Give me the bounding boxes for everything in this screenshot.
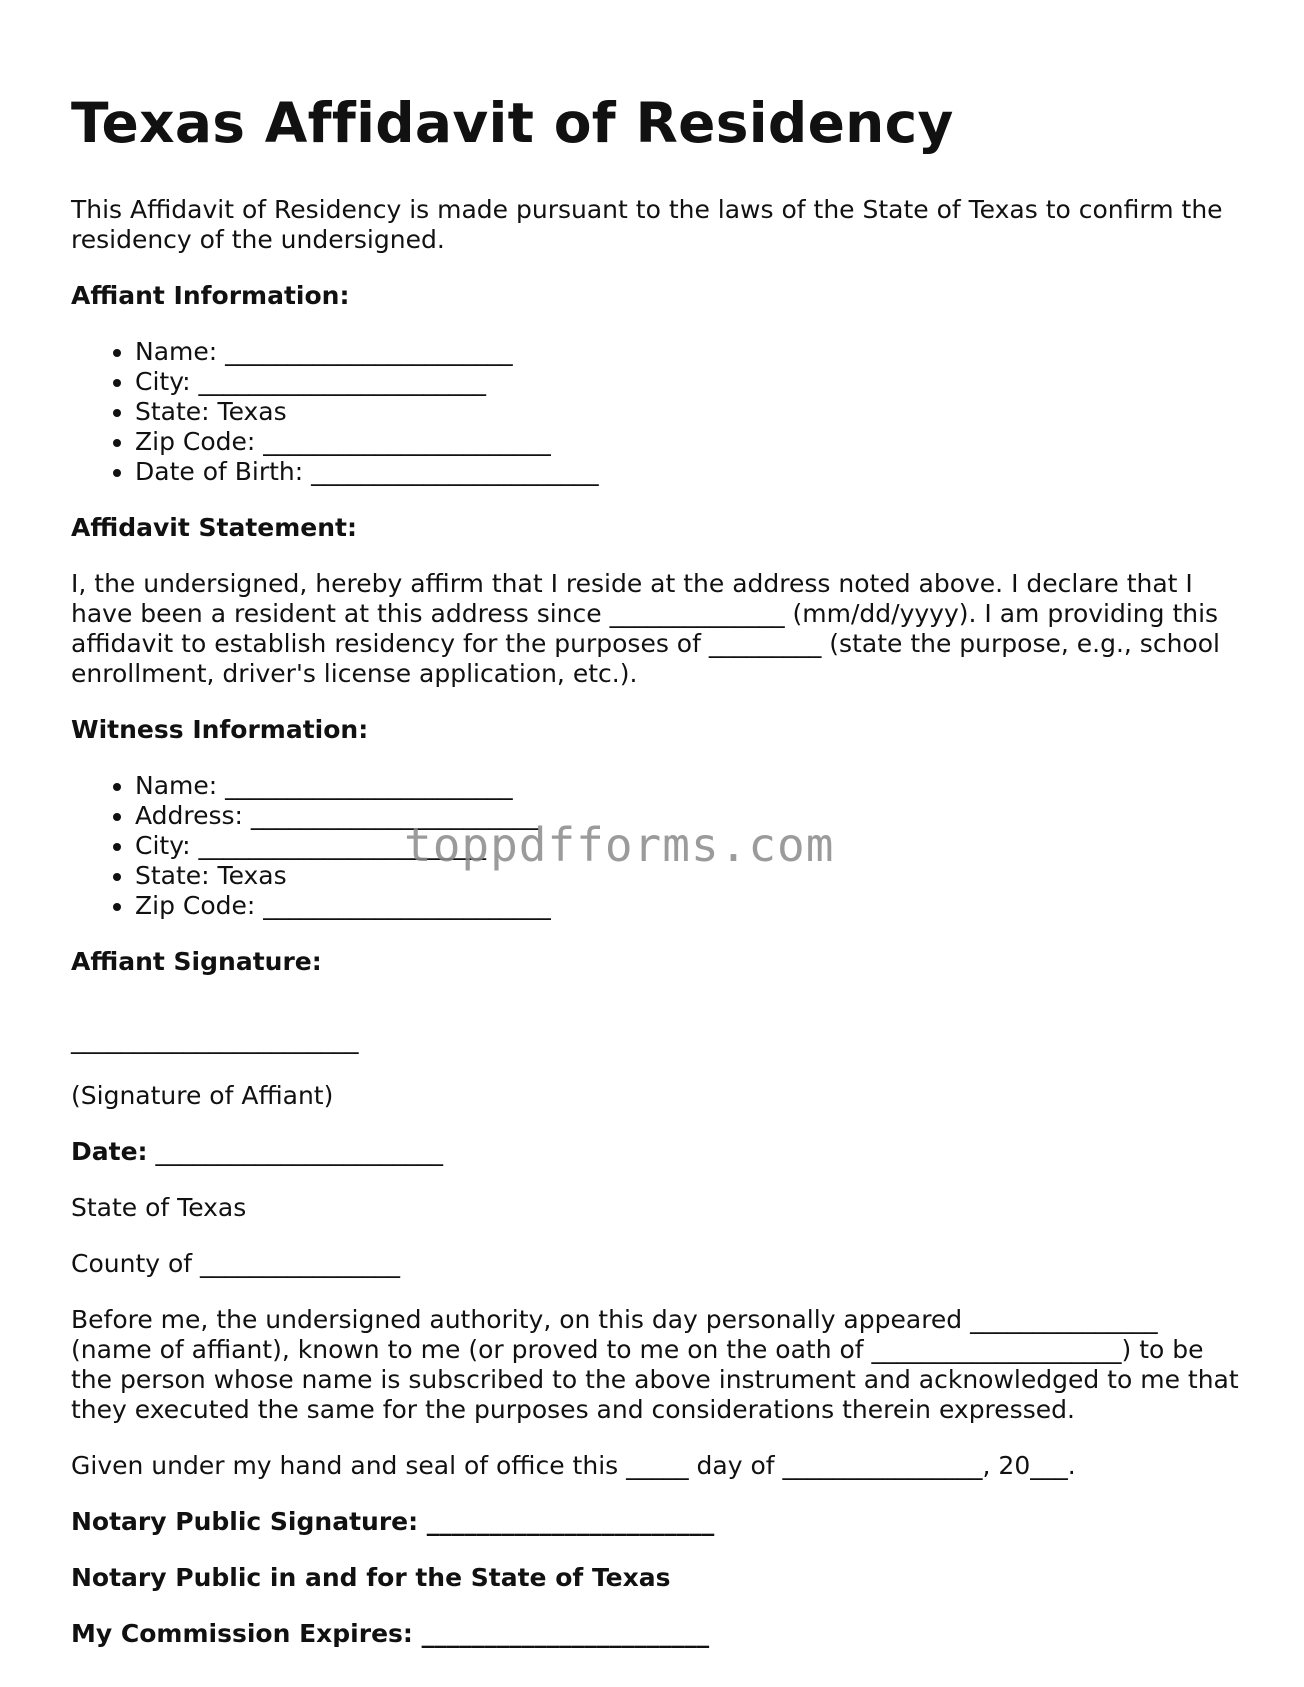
notary-paragraph: Before me, the undersigned authority, on this day personally appeared _______________ (name of affiant), known to me (or proved to me on the oath of ____________________) to be the person whose name is subscribed to the above instrument and acknowledged to me that they executed the same for the purposes and considerations therein expressed. <box>71 1305 1239 1424</box>
date-blank: _______________________ <box>147 1137 443 1166</box>
notary-signature-line: Notary Public Signature: _______________________ <box>71 1507 715 1536</box>
affiant-info-list <box>71 337 1241 487</box>
affiant-signature-heading: Affiant Signature: <box>71 947 322 976</box>
watermark-text: toppdfforms.com <box>404 818 835 872</box>
state-line: State of Texas <box>71 1193 247 1222</box>
intro-paragraph: This Affidavit of Residency is made pursuant to the laws of the State of Texas to confirm the residency of the undersigned. <box>71 195 1223 254</box>
list-item: • Zip Code: _______________________ <box>135 891 1241 921</box>
affiant-info-heading: Affiant Information: <box>71 281 350 310</box>
list-item: • Zip Code: _______________________ <box>135 427 1241 457</box>
list-item: • State: Texas <box>135 861 1241 891</box>
list-item: • Name: _______________________ <box>135 771 1241 801</box>
list-item: • City: _______________________ <box>135 367 1241 397</box>
given-line: Given under my hand and seal of office this _____ day of ________________, 20___. <box>71 1451 1076 1480</box>
affiant-signature-caption: (Signature of Affiant) <box>71 1081 334 1110</box>
statement-heading: Affidavit Statement: <box>71 513 357 542</box>
date-line <box>71 1137 1241 1167</box>
date-label: Date: <box>71 1137 148 1166</box>
document-title: Texas Affidavit of Residency <box>71 91 954 155</box>
statement-paragraph: I, the undersigned, hereby affirm that I reside at the address noted above. I declare that I have been a resident at this address since ______________ (mm/dd/yyyy). I am providing this affidavit to establish residency for the purposes of _________ (state the purpose, e.g., school enrollment, driver's license application, etc.). <box>71 569 1220 688</box>
list-item: • City: _______________________ <box>135 831 1241 861</box>
list-item: • Name: _______________________ <box>135 337 1241 367</box>
commission-line: My Commission Expires: _______________________ <box>71 1619 710 1648</box>
list-item: • Address: _______________________ <box>135 801 1241 831</box>
affiant-signature-line: _______________________ <box>71 1025 359 1054</box>
list-item: • State: Texas <box>135 397 1241 427</box>
witness-info-heading: Witness Information: <box>71 715 369 744</box>
document-page <box>71 88 1241 1675</box>
county-line: County of ________________ <box>71 1249 401 1278</box>
notary-state-line: Notary Public in and for the State of Texas <box>71 1563 671 1592</box>
list-item: • Date of Birth: _______________________ <box>135 457 1241 487</box>
